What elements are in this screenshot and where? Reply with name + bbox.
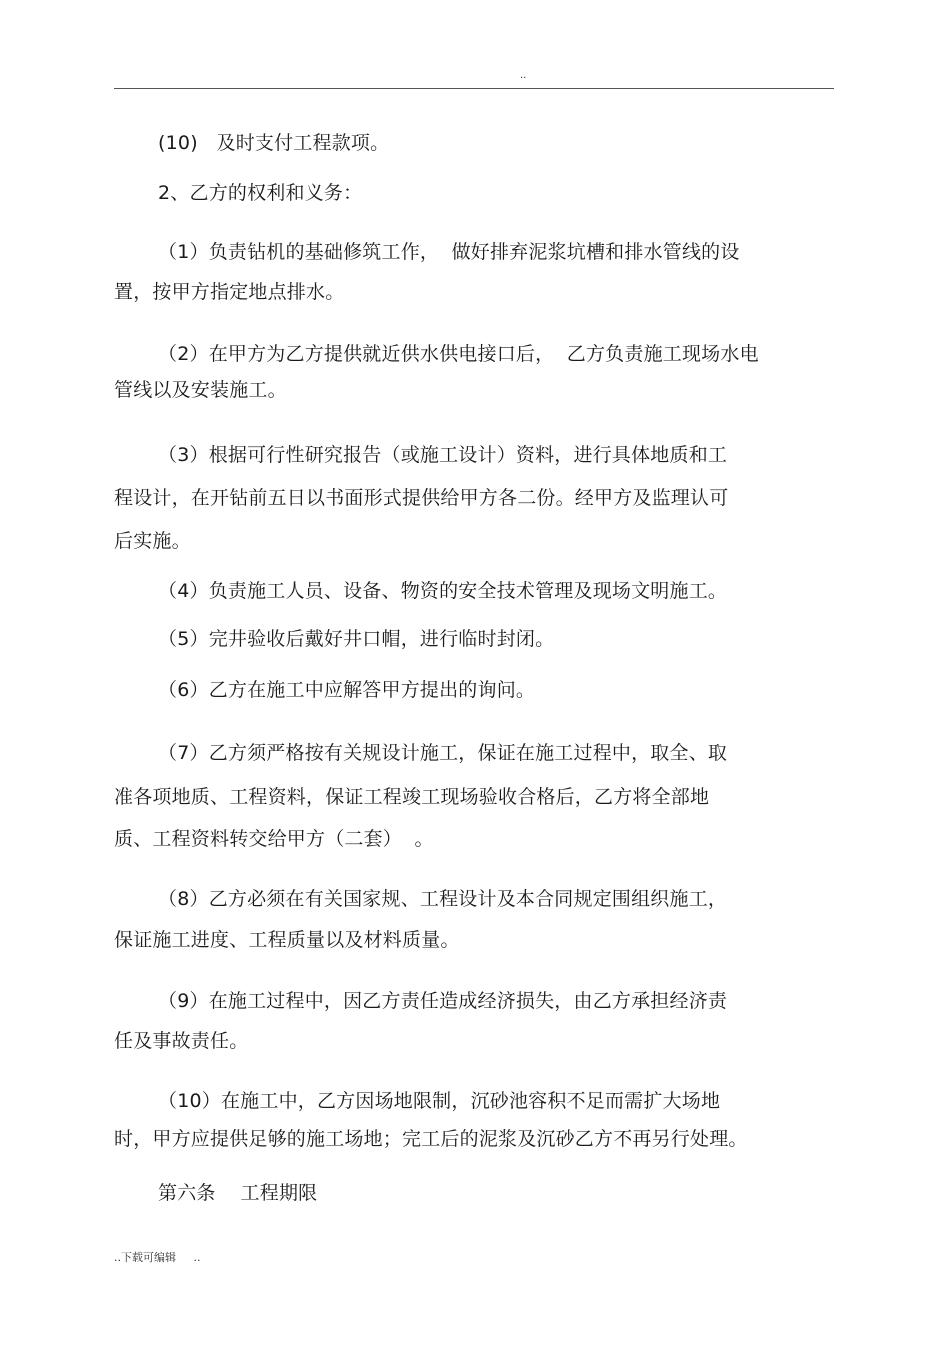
header-mark: ..	[520, 70, 527, 81]
paragraph-line: （8）乙方必须在有关国家规、工程设计及本合同规定围组织施工，	[158, 888, 728, 910]
paragraph-line: 质、工程资料转交给甲方（二套） 。	[114, 828, 434, 850]
paragraph-line: 管线以及安装施工。	[114, 379, 287, 401]
paragraph-line: 后实施。	[114, 530, 191, 552]
paragraph-line: （3）根据可行性研究报告（或施工设计）资料，进行具体地质和工	[158, 444, 728, 466]
paragraph-line: 准各项地质、工程资料，保证工程竣工现场验收合格后，乙方将全部地	[114, 786, 710, 808]
paragraph-line: （7）乙方须严格按有关规设计施工，保证在施工过程中，取全、取	[158, 742, 728, 764]
paragraph-line: 程设计，在开钻前五日以书面形式提供给甲方各二份。经甲方及监理认可	[114, 487, 729, 509]
paragraph-line: （9）在施工过程中，因乙方责任造成经济损失，由乙方承担经济责	[158, 990, 728, 1012]
footer-text: ..下载可编辑 ..	[114, 1251, 201, 1264]
paragraph-line: (10) 及时支付工程款项。	[158, 132, 390, 154]
paragraph-line: 时，甲方应提供足够的施工场地；完工后的泥浆及沉砂乙方不再另行处理。	[114, 1128, 748, 1150]
paragraph-line: （2）在甲方为乙方提供就近供水供电接口后， 乙方负责施工现场水电	[158, 343, 759, 365]
paragraph-line: 置，按甲方指定地点排水。	[114, 281, 345, 303]
paragraph-line: （4）负责施工人员、设备、物资的安全技术管理及现场文明施工。	[158, 580, 728, 602]
paragraph-line: （10）在施工中，乙方因场地限制，沉砂池容积不足而需扩大场地	[158, 1090, 721, 1112]
paragraph-line: 任及事故责任。	[114, 1030, 249, 1052]
header-rule	[114, 88, 834, 89]
section-heading: 2、乙方的权利和义务：	[158, 182, 363, 204]
paragraph-line: （6）乙方在施工中应解答甲方提出的询问。	[158, 679, 536, 701]
paragraph-line: 保证施工进度、工程质量以及材料质量。	[114, 929, 460, 951]
paragraph-line: （5）完井验收后戴好井口帽，进行临时封闭。	[158, 628, 555, 650]
paragraph-line: （1）负责钻机的基础修筑工作， 做好排弃泥浆坑槽和排水管线的设	[158, 241, 740, 263]
article-heading: 第六条 工程期限	[158, 1182, 318, 1204]
